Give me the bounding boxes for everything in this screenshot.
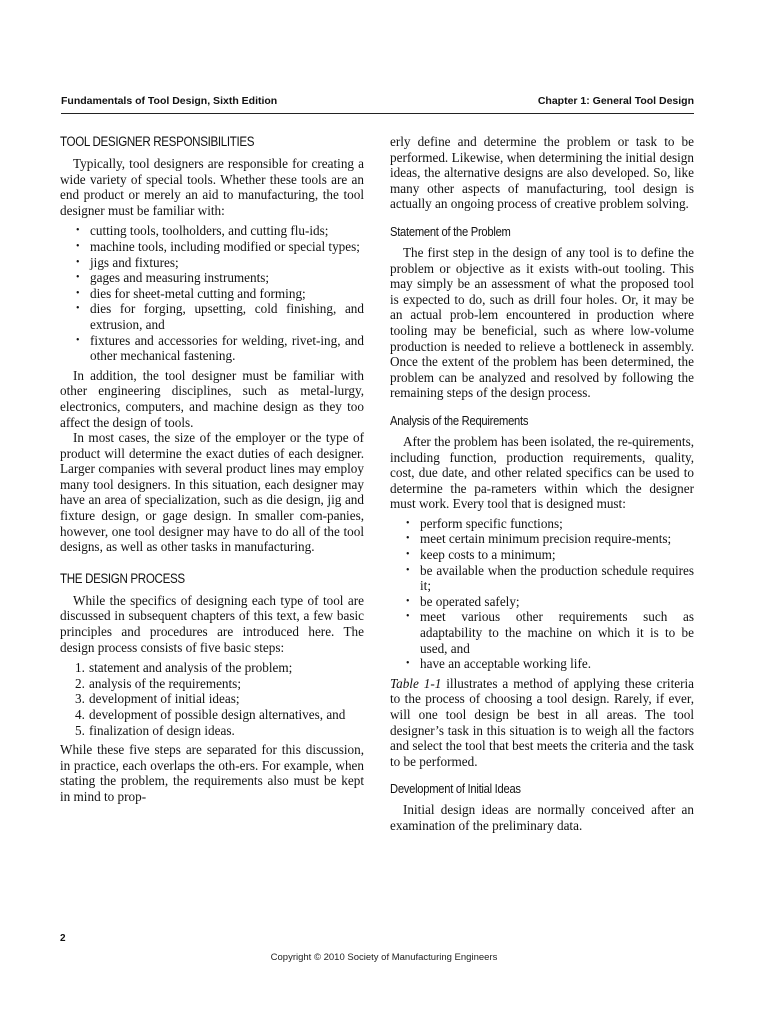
list-item: • gages and measuring instruments; [60,270,364,286]
requirements-list [390,516,694,672]
subsection-heading-analysis-of-requirements: Analysis of the Requirements [390,412,529,428]
paragraph: In addition, the tool designer must be familiar with other engineering disciplines, such as metal-lurgy, electronics, computers, and machine design as they too affect the design of tools. [60,367,364,430]
table-reference: Table 1-1 [390,675,442,691]
list-item: 5. finalization of design ideas. [75,722,235,738]
section-heading-design-process: THE DESIGN PROCESS [60,570,185,586]
paragraph: Table 1-1 illustrates a method of applying these criteria to the process of choosing a tool design. Rarely, if ever, will one tool design be best in all areas. The tool designer’s task in this situation is to weigh all the factors and select the tool that best meets the criteria and the task to be performed. [390,675,694,769]
paragraph: The first step in the design of any tool is to define the problem or objective as it exists with-out tooling. This may simply be an assessment of what the proposed tool is expected to do, such as drill four holes. Or, it may be an actual prob-lem encountered in production where tooling may be beneficial, such as where low-volume production is needed to relieve a bottleneck in assembly. Once the extent of the problem has been determined, the problem can be analyzed and resolved by following the remaining steps of the design process. [390,244,694,401]
list-item: • dies for sheet-metal cutting and forming; [60,286,364,302]
list-item: • be available when the production schedule requires it; [390,563,694,594]
paragraph: erly define and determine the problem or task to be performed. Likewise, when determining the initial design ideas, the alternative designs are also developed. So, like many other aspects of manufacturing, tool design is actually an ongoing process of creative problem solving. [390,134,694,212]
right-column [390,134,694,834]
tool-types-list [60,223,364,363]
list-item: • fixtures and accessories for welding, rivet-ing, and other mechanical fastening. [60,333,364,364]
paragraph: After the problem has been isolated, the re-quirements, including function, production requirements, quality, cost, due date, and other related specifics can be used to determine the pa-rameters within which the designer must work. Every tool that is designed must: [390,433,694,512]
list-item: • machine tools, including modified or special types; [60,239,364,255]
list-item: • cutting tools, toolholders, and cutting flu-ids; [60,223,364,239]
list-item: • meet certain minimum precision require-ments; [390,531,694,547]
list-item: 3. development of initial ideas; [75,691,240,707]
book-title: Fundamentals of Tool Design, Sixth Edition [61,95,278,107]
copyright-notice: Copyright © 2010 Society of Manufacturing Engineers [270,952,498,963]
list-item: • have an acceptable working life. [390,656,694,672]
list-item: 2. analysis of the requirements; [75,675,241,691]
paragraph: While the specifics of designing each type of tool are discussed in subsequent chapters of this text, a few basic principles and procedures are introduced here. The design process consists of five basic steps: [60,592,364,655]
running-header [61,95,694,111]
subsection-heading-statement-of-problem: Statement of the Problem [390,223,511,239]
list-item: • be operated safely; [390,594,694,610]
subsection-heading-development-of-initial-ideas: Development of Initial Ideas [390,781,521,797]
list-item: 4. development of possible design alternatives, and [75,707,346,722]
list-item: • jigs and fixtures; [60,255,364,271]
list-item: 1. statement and analysis of the problem; [75,660,293,676]
paragraph: Typically, tool designers are responsible for creating a wide variety of special tools. Whether these tools are an end product or merely an aid to manufacturing, the tool designer must be familiar with: [60,156,364,218]
paragraph: In most cases, the size of the employer or the type of product will determine the exact duties of each designer. Larger companies with several product lines may employ many tool designers. In this situation, each designer may have an area of specialization, such as die design, jig and fixture design, or gage design. In smaller com-panies, however, one tool designer may have to do all of the tool designs, as well as other tasks in manufacturing. [60,430,364,555]
section-heading-tool-designer-responsibilities: TOOL DESIGNER RESPONSIBILITIES [60,134,255,149]
page-number: 2 [60,933,66,944]
paragraph: Initial design ideas are normally conceived after an examination of the preliminary data. [390,802,694,833]
list-item: • keep costs to a minimum; [390,547,694,563]
design-steps-list [60,660,364,738]
list-item: • perform specific functions; [390,516,694,532]
list-item: • meet various other requirements such as adaptability to the machine on which it is to be used, and [390,609,694,656]
header-rule [61,113,694,114]
list-item: • dies for forging, upsetting, cold finishing, and extrusion, and [60,301,364,332]
chapter-title: Chapter 1: General Tool Design [537,95,694,107]
left-column [60,134,364,805]
paragraph: While these five steps are separated for this discussion, in practice, each overlaps the oth-ers. For example, when stating the problem, the requirements also must be kept in mind to prop- [60,742,364,804]
